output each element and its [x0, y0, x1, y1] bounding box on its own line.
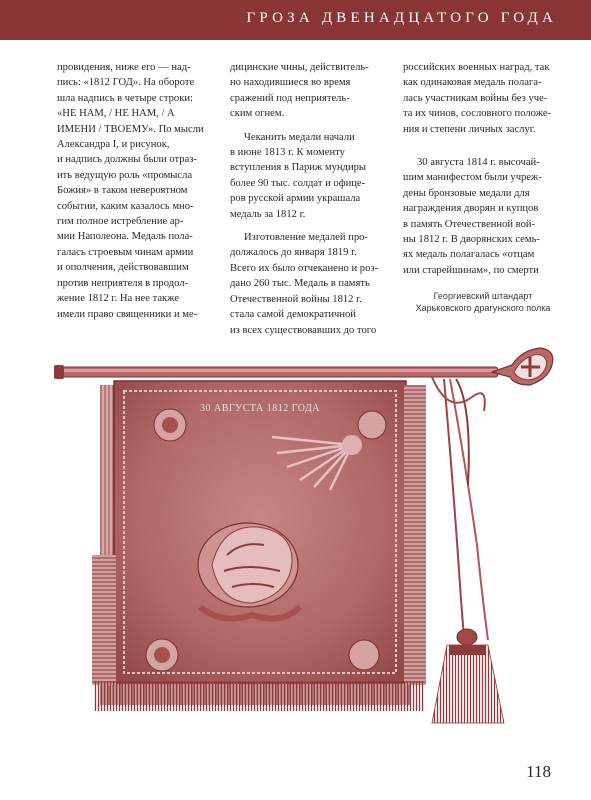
figure-caption: [403, 290, 563, 314]
col2-paragraph-3: [230, 230, 390, 338]
text-column-1: [57, 60, 217, 322]
caption-line-2: Харьковского драгунского полка: [415, 303, 551, 313]
col1-paragraph-1: [57, 60, 217, 322]
standard-svg: [52, 345, 562, 745]
col3-paragraph-2: [403, 155, 563, 278]
col2-text-3: Изготовление медалей про- должалось до января 1819 г. Всего их было отчеканено и роз- дано 260 тыс. Медаль в память Отечественной войны 1812 г. стала самой демократичной из всех существовавших до того: [230, 232, 379, 336]
col2-paragraph-1: [230, 60, 390, 122]
col2-paragraph-2: [230, 130, 390, 222]
col2-text-1: дицинские чины, действитель- но находившиеся во время сражений под неприятель- ским огнем.: [230, 62, 369, 120]
col1-text: провидения, ниже его — над- пись: «1812 ГОД». На обороте шла надпись в четыре строки: «НЕ НАМ, / НЕ НАМ, / А ИМЕНИ / ТВОЕМУ». По мысли Александра I, и рисунок, и надпись должны были отраз- ить ведущую роль «промысла Божия» в таком невероятном событии, каким казалось мно- гим полное истребление ар- мии Наполеона. Медаль пола- галась строевым чинам армии и ополчения, действовавшим против неприятеля в продол- жение 1812 г. На нее также имели право священники и ме-: [57, 62, 204, 320]
standard-illustration: [52, 345, 562, 745]
flag-cloth: [92, 381, 426, 711]
finial-cross-icon: [492, 348, 553, 385]
caption-line-1: Георгиевский штандарт: [433, 291, 533, 301]
col3-paragraph-1: [403, 60, 563, 137]
flag-inscription: 30 АВГУСТА 1812 ГОДА: [199, 403, 321, 414]
col3-text-2: 30 августа 1814 г. высочай- шим манифестом были учреж- дены бронзовые медали для награждения дворян и купцов в память Отечественной вой- ны 1812 г. В дворянских семь- ях медаль полагалась «отцам или старейшинам», по смерти: [403, 157, 542, 276]
text-column-3: [403, 60, 563, 278]
col3-text-1: российских военных наград, так как одинаковая медаль полагa- лась участникам войны без уче- та их чинов, сословного положе- ния и степени личных заслуг.: [403, 62, 552, 135]
text-column-2: [230, 60, 390, 338]
tassel-icon: [432, 629, 504, 723]
running-head-title: ГРОЗА ДВЕНАДЦАТОГО ГОДА: [246, 10, 557, 26]
col2-text-2: Чеканить медали начали в июне 1813 г. К моменту вступления в Париж мундиры более 90 тыс. солдат и офице- ров русской армии украшала медаль за 1812 г.: [230, 131, 367, 220]
page-number: 118: [526, 762, 551, 781]
header-band: [0, 0, 591, 40]
cord-tassels: [432, 377, 488, 640]
